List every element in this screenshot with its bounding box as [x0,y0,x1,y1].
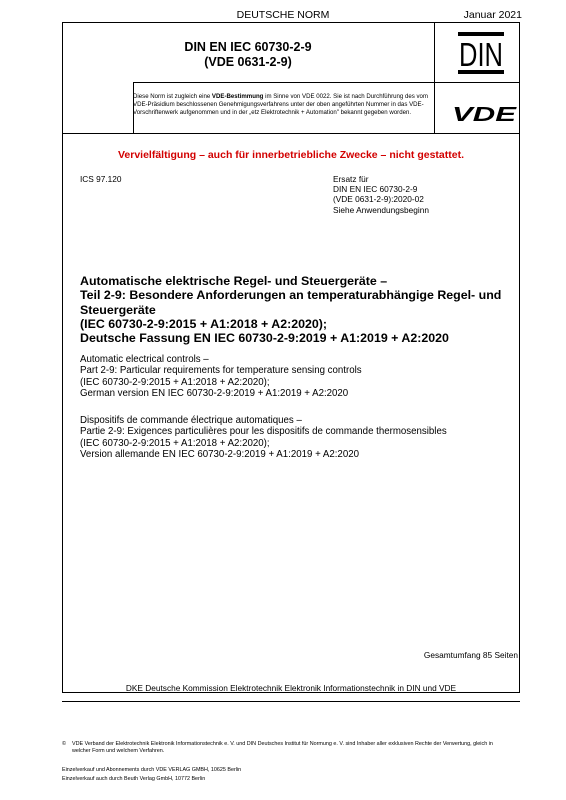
dke-commission: DKE Deutsche Kommission Elektrotechnik Elektronik Informationstechnik in DIN und VDE [125,683,457,693]
title-line: Steuergeräte [80,302,156,317]
header-divider [133,82,519,83]
sales-line: Einzelverkauf auch durch Beuth Verlag GmbH, 10772 Berlin [62,775,206,782]
replaces-line: (VDE 0631-2-9):2020-02 [333,194,424,205]
title-line: Version allemande EN IEC 60730-2-9:2019 + A1:2019 + A2:2020 [80,448,359,460]
total-pages: Gesamtumfang 85 Seiten [423,650,518,660]
title-line: (IEC 60730-2-9:2015 + A1:2018 + A2:2020); [80,376,270,388]
replaces-line: Ersatz für [333,174,369,184]
vde-determination-note: Diese Norm ist zugleich eine VDE-Bestimmung im Sinne von VDE 0022. Sie ist nach Durchführung des vom VDE-Präsidium beschlossenen Genehmigungsverfahrens unter der oben angeführten Nummer in das VDE-Vorschriftenwerk aufgenommen und in der „etz Elektrotechnik + Automation" bekannt gegeben worden. [133,93,429,116]
title-line: Deutsche Fassung EN IEC 60730-2-9:2019 + A1:2019 + A2:2020 [80,331,449,346]
sales-line: Einzelverkauf und Abonnements durch VDE VERLAG GMBH, 10625 Berlin [62,767,242,773]
title-english [80,354,512,399]
din-logo-text: DIN [459,36,503,73]
din-logo [449,30,513,76]
logo-column-divider [434,22,435,133]
title-line: Automatische elektrische Regel- und Steuergeräte – [80,274,388,288]
document-type-label: DEUTSCHE NORM [236,9,330,21]
title-line: Dispositifs de commande électrique automatiques – [80,415,302,426]
title-line: (IEC 60730-2-9:2015 + A1:2018 + A2:2020); [80,437,270,449]
title-line: Automatic electrical controls – [80,354,209,365]
sales-info [62,766,502,784]
ics-code: ICS 97.120 [80,174,122,184]
reproduction-warning: Vervielfältigung – auch für innerbetriebliche Zwecke – nicht gestattet. [117,149,464,161]
copyright-symbol: © [62,741,66,747]
vde-determination-bold: VDE-Bestimmung [211,93,264,100]
standard-number: DIN EN IEC 60730-2-9 [184,40,312,54]
replaces-block [333,174,429,215]
issue-date: Januar 2021 [463,9,522,21]
title-line: Partie 2-9: Exigences particulières pour les dispositifs de commande thermosensibles [80,426,447,438]
title-french [80,415,512,460]
title-line: (IEC 60730-2-9:2015 + A1:2018 + A2:2020); [80,316,328,331]
header-bottom-rule [62,133,520,134]
vde-logo [450,104,518,123]
vde-classification: (VDE 0631-2-9) [204,55,292,69]
title-line: German version EN IEC 60730-2-9:2019 + A1:2019 + A2:2020 [80,387,349,399]
title-line: Teil 2-9: Besondere Anforderungen an temperaturabhängige Regel- und [80,288,502,303]
vde-logo-text: VDE [452,104,518,123]
dke-rule [62,701,520,702]
replaces-line: Siehe Anwendungsbeginn [333,204,429,215]
title-line: Part 2-9: Particular requirements for temperature sensing controls [80,365,362,377]
copyright-notice: VDE Verband der Elektrotechnik Elektronik Informationstechnik e. V. und DIN Deutsches Institut für Normung e. V. sind Inhaber aller exklusiven Rechte der Verwertung, gleich in welcher Form und welchem Verfahren. [72,741,493,754]
replaces-line: DIN EN IEC 60730-2-9 [333,184,418,195]
title-german [80,274,512,345]
